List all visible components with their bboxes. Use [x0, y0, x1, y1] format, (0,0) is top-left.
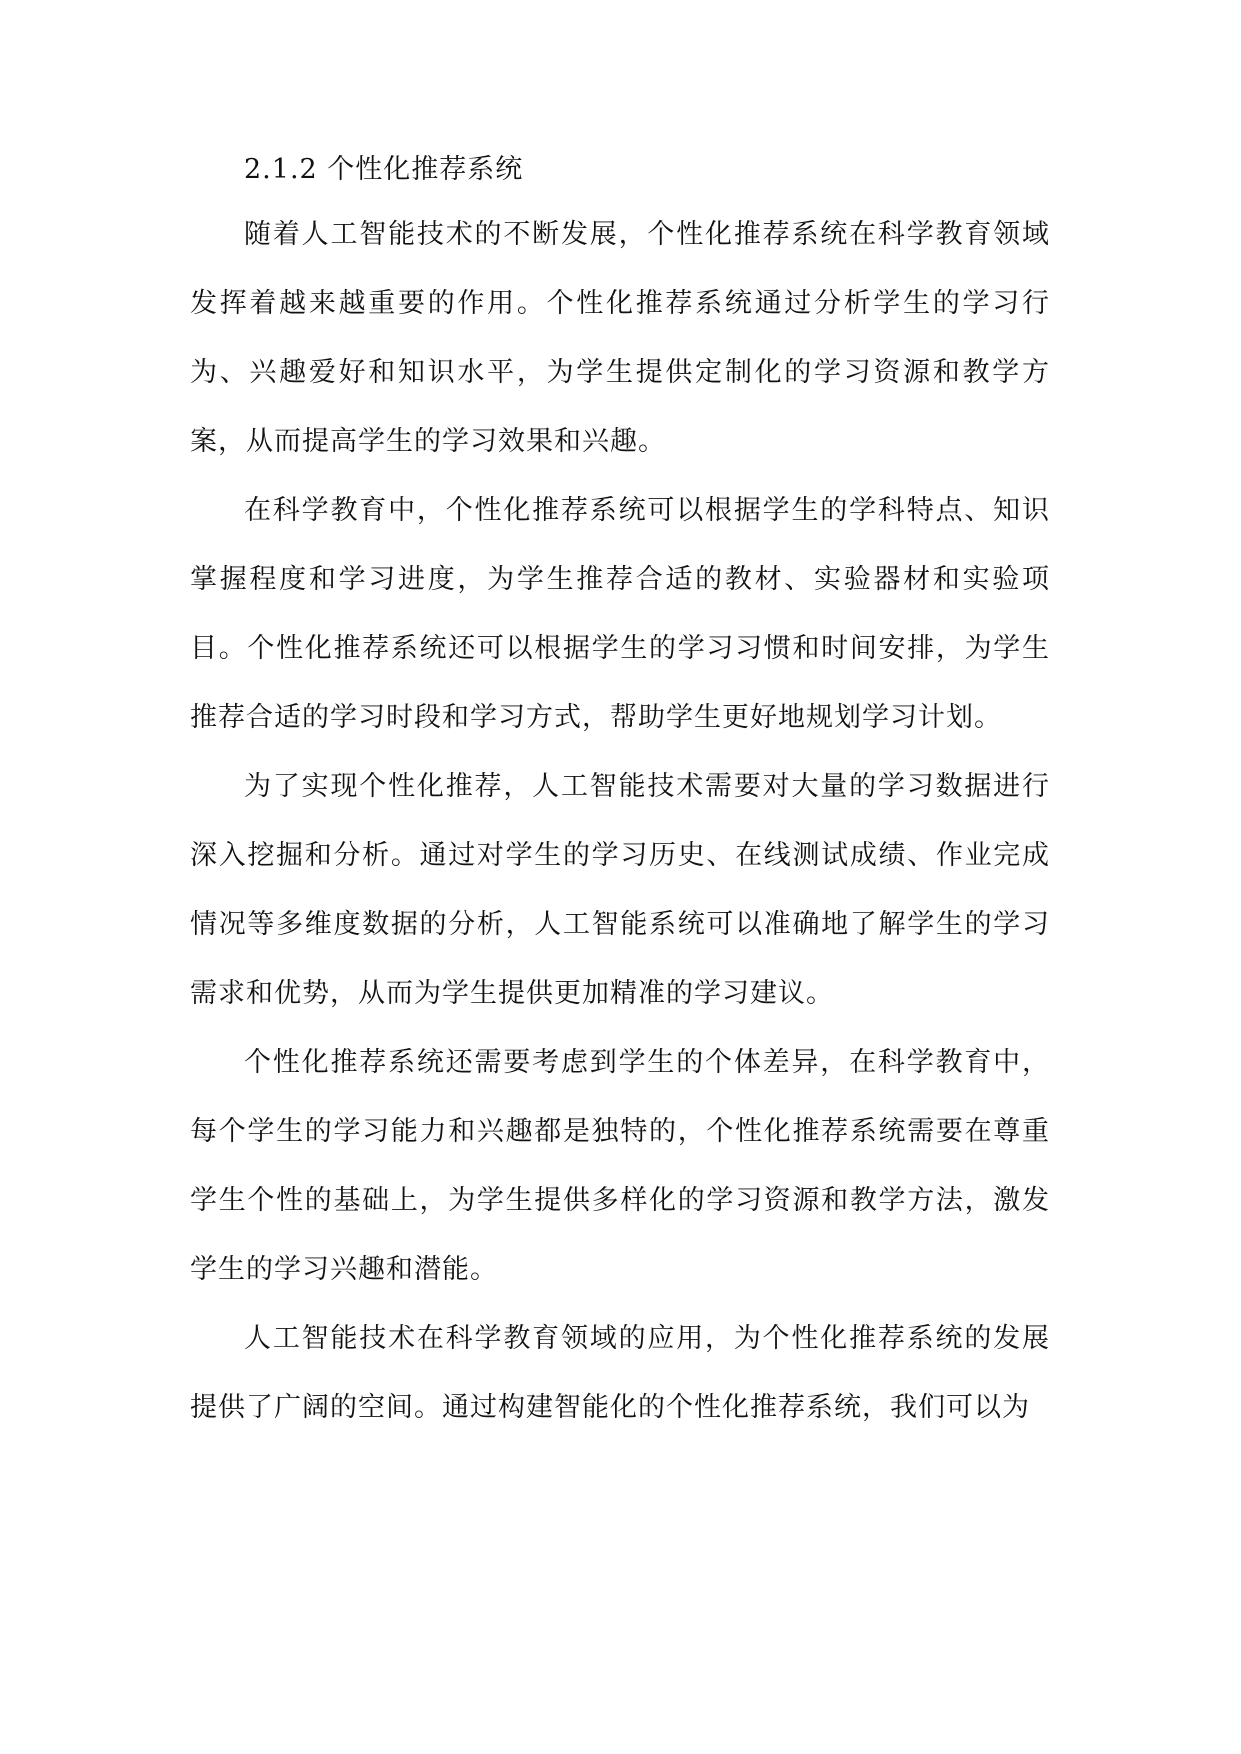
paragraph-2: 在科学教育中，个性化推荐系统可以根据学生的学科特点、知识掌握程度和学习进度，为学生推荐合适的教材、实验器材和实验项目。个性化推荐系统还可以根据学生的学习习惯和时间安排，为学生推荐合适的学习时段和学习方式，帮助学生更好地规划学习计划。 — [190, 495, 1050, 733]
document-body — [190, 140, 1050, 1442]
paragraph-1: 随着人工智能技术的不断发展，个性化推荐系统在科学教育领域发挥着越来越重要的作用。个性化推荐系统通过分析学生的学习行为、兴趣爱好和知识水平，为学生提供定制化的学习资源和教学方案，从而提高学生的学习效果和兴趣。 — [190, 219, 1050, 457]
section-heading: 2.1.2 个性化推荐系统 — [244, 154, 524, 185]
paragraph-5: 人工智能技术在科学教育领域的应用，为个性化推荐系统的发展提供了广阔的空间。通过构建智能化的个性化推荐系统，我们可以为 — [190, 1323, 1050, 1423]
paragraph-4: 个性化推荐系统还需要考虑到学生的个体差异，在科学教育中，每个学生的学习能力和兴趣都是独特的，个性化推荐系统需要在尊重学生个性的基础上，为学生提供多样化的学习资源和教学方法，激发学生的学习兴趣和潜能。 — [190, 1047, 1050, 1285]
paragraph-3: 为了实现个性化推荐，人工智能技术需要对大量的学习数据进行深入挖掘和分析。通过对学生的学习历史、在线测试成绩、作业完成情况等多维度数据的分析，人工智能系统可以准确地了解学生的学习需求和优势，从而为学生提供更加精准的学习建议。 — [190, 771, 1050, 1009]
